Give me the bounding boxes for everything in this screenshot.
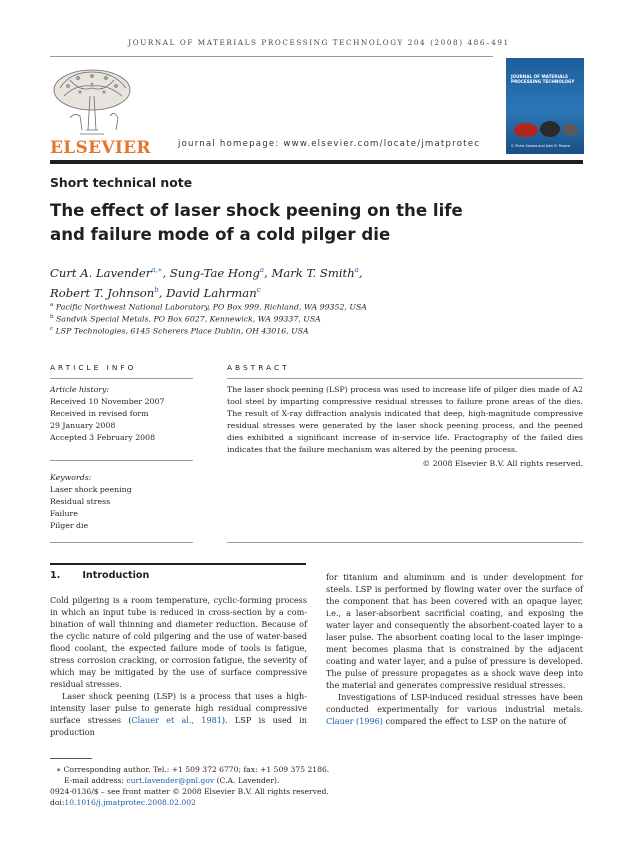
history-received: Received 10 November 2007 bbox=[50, 397, 165, 406]
author-separator: , bbox=[162, 265, 170, 280]
author-name: Curt A. Lavender bbox=[50, 265, 152, 280]
doi-label: doi: bbox=[50, 798, 65, 807]
article-info-rule bbox=[50, 378, 193, 379]
section-title: Introduction bbox=[82, 570, 150, 581]
body-column-left bbox=[50, 594, 307, 738]
email-link[interactable]: curt.lavender@pnl.gov bbox=[126, 776, 215, 785]
elsevier-wordmark: ELSEVIER bbox=[50, 138, 151, 158]
author-name: Sung-Tae Hong bbox=[169, 265, 260, 280]
section-rule bbox=[50, 563, 306, 565]
author-list bbox=[50, 262, 470, 302]
history-revised: Received in revised form bbox=[50, 409, 149, 418]
article-type: Short technical note bbox=[50, 175, 193, 190]
affiliation-text: LSP Technologies, 6145 Scherers Place Dublin, OH 43016, USA bbox=[55, 326, 309, 336]
email-label: E-mail address: bbox=[64, 776, 127, 785]
header-rule-top bbox=[50, 56, 493, 57]
abstract-label: ABSTRACT bbox=[227, 363, 290, 372]
author-separator: , bbox=[358, 265, 363, 280]
authors-line-1 bbox=[50, 262, 470, 282]
history-accepted: Accepted 3 February 2008 bbox=[50, 433, 156, 442]
keywords-label: Keywords: bbox=[50, 473, 92, 482]
cover-editors: S. Pinho Santos and John R. Pearce bbox=[511, 144, 570, 148]
affiliation-c bbox=[50, 326, 550, 336]
paragraph: for titanium and aluminum and is under development for steels. LSP is performed by flowing water over the surface of the component that has been covered with an opaque layer, i.e., a laser-absorbent sacrificial coating, and exposing the water layer and consequently the absorbent-coated layer to a laser pulse. The absorbent coating local to the laser impinge-ment becomes plasma that is constrained by the adjacent coating and water layer, and a pulse of pressure is developed. The pulse of pressure propagates as a shock wave deep into the material and generates compressive residual stresses. bbox=[326, 572, 583, 690]
affiliation-text: Sandvik Special Metals, PO Box 6027, Kennewick, WA 99337, USA bbox=[56, 314, 321, 324]
citation-link[interactable]: Clauer (1996) bbox=[326, 716, 383, 726]
keywords-rule bbox=[50, 460, 193, 461]
email-note bbox=[64, 775, 279, 786]
cover-title: JOURNAL OF MATERIALS PROCESSING TECHNOLOGY bbox=[511, 74, 575, 84]
author-affiliation-mark[interactable]: c bbox=[256, 285, 261, 294]
paragraph-text: compared the effect to LSP on the nature of bbox=[382, 716, 567, 726]
author-affiliation-mark[interactable]: a bbox=[354, 266, 359, 274]
authors-line-2 bbox=[50, 282, 470, 302]
author-name: Robert T. Johnson bbox=[50, 285, 155, 300]
journal-homepage[interactable]: journal homepage: www.elsevier.com/locate/jmatprotec bbox=[178, 139, 481, 149]
history-revised-date: 29 January 2008 bbox=[50, 421, 116, 430]
keyword-item: Pilger die bbox=[50, 521, 89, 530]
running-head: JOURNAL OF MATERIALS PROCESSING TECHNOLOGY 204 (2008) 486–491 bbox=[128, 38, 510, 47]
paragraph-text: ). LSP is used in production bbox=[50, 715, 307, 737]
affiliation-mark: c bbox=[50, 326, 54, 332]
body-column-right bbox=[326, 571, 583, 727]
affiliation-b bbox=[50, 314, 550, 324]
abstract-rule bbox=[227, 378, 583, 379]
footnote-rule bbox=[50, 758, 92, 759]
corresponding-author-note: ∗ Corresponding author. Tel.: +1 509 372 6770; fax: +1 509 375 2186. bbox=[56, 765, 330, 774]
affiliation-a bbox=[50, 302, 550, 312]
paragraph-text: Laser shock peening (LSP) is a process that uses a high-intensity laser pulse to generate high residual compressive surface stresses ( bbox=[50, 691, 307, 725]
author-affiliation-mark[interactable]: a,∗ bbox=[151, 266, 163, 274]
paragraph bbox=[50, 690, 307, 738]
doi-link[interactable]: 10.1016/j.jmatprotec.2008.02.002 bbox=[64, 798, 196, 807]
article-title bbox=[50, 199, 470, 247]
article-history-label: Article history: bbox=[50, 385, 110, 394]
title-line-2: and failure mode of a cold pilger die bbox=[50, 225, 391, 244]
paragraph: Cold pilgering is a room temperature, cyclic-forming process in which an input tube is reduced in cross-section by a com-bination of wall thinning and diameter reduction. Because of the cyclic nature of cold pilgering and the use of water-based flood coolant, the expected failure mode of tools is fatigue, stress corrosion cracking, or corrosion fatigue, the severity of which may be mitigated by the use of surface compressive residual stresses. bbox=[50, 595, 307, 689]
paragraph bbox=[326, 691, 583, 727]
author-separator: , bbox=[158, 285, 167, 300]
abstract-copyright: © 2008 Elsevier B.V. All rights reserved. bbox=[422, 459, 583, 468]
article-info-bottom-rule bbox=[50, 542, 193, 543]
cover-graphic bbox=[510, 118, 580, 140]
article-info-label: ARTICLE INFO bbox=[50, 363, 137, 372]
doi-line bbox=[50, 797, 196, 808]
author-name: David Lahrman bbox=[166, 285, 257, 300]
abstract-text: The laser shock peening (LSP) process was used to increase life of pilger dies made of A2 tool steel by imparting compressive residual stresses to failure prone areas of the dies. The result of X-ray diffraction analysis indicated that deep, high-magnitude compressive residual stresses were generated by the laser shock peening process, and the peened dies exhibited a significant increase of in-service life. Fractography of the failed dies indicates that the failure mechanism was altered by the peening process. bbox=[227, 385, 583, 454]
abstract-bottom-rule bbox=[227, 542, 583, 543]
author-affiliation-mark[interactable]: a bbox=[259, 266, 265, 274]
affiliation-text: Pacific Northwest National Laboratory, PO Box 999, Richland, WA 99352, USA bbox=[55, 302, 367, 312]
author-separator: , bbox=[264, 265, 272, 280]
keyword-item: Laser shock peening bbox=[50, 485, 132, 494]
header-rule-thick bbox=[50, 160, 583, 164]
keyword-item: Residual stress bbox=[50, 497, 111, 506]
author-name: Mark T. Smith bbox=[271, 265, 355, 280]
section-heading-introduction bbox=[50, 570, 149, 581]
paragraph-text: Investigations of LSP-induced residual stresses have been conducted experimentally for various industrial metals. bbox=[326, 692, 583, 714]
affiliation-mark: a bbox=[50, 302, 54, 308]
section-number: 1. bbox=[50, 570, 61, 581]
citation-link[interactable]: Clauer et al., 1981 bbox=[131, 715, 222, 725]
author-affiliation-mark[interactable]: b bbox=[154, 285, 159, 294]
email-suffix: (C.A. Lavender). bbox=[214, 776, 280, 785]
affiliation-mark: b bbox=[50, 314, 54, 320]
keyword-item: Failure bbox=[50, 509, 78, 518]
issn-line: 0924-0136/$ – see front matter © 2008 Elsevier B.V. All rights reserved. bbox=[50, 787, 329, 796]
title-line-1: The effect of laser shock peening on the life bbox=[50, 201, 463, 220]
